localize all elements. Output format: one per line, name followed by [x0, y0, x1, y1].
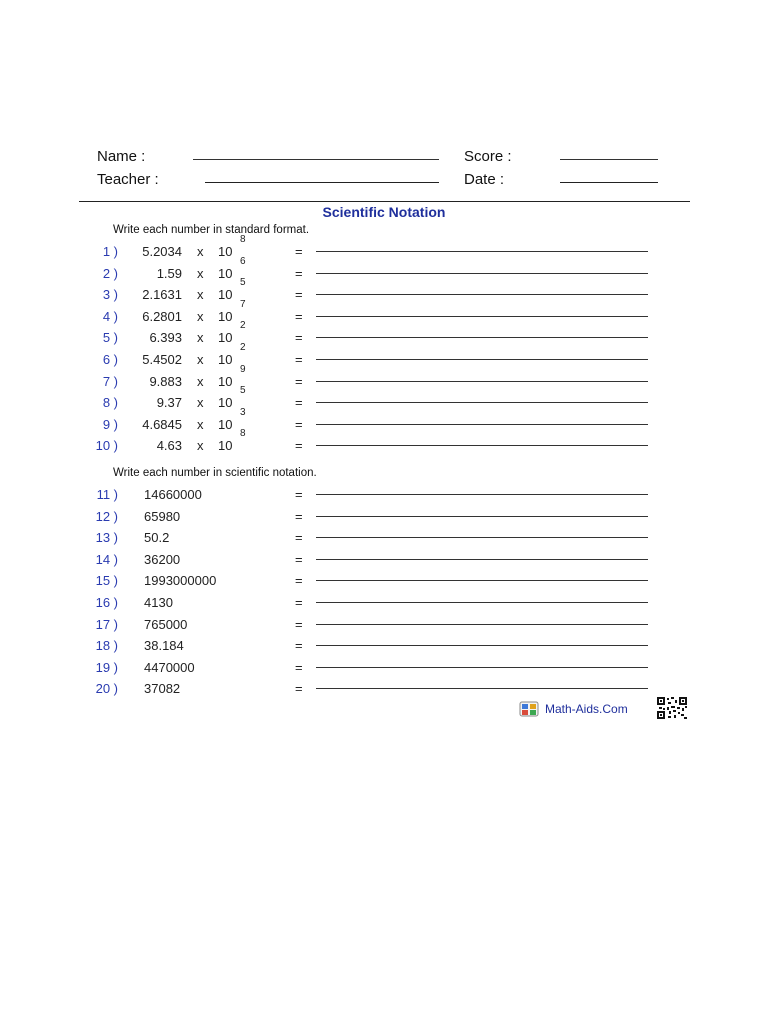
times-symbol: x	[197, 265, 204, 281]
problem-row	[0, 638, 768, 659]
problem-exponent: 2	[240, 320, 246, 332]
problem-number: 1 )	[102, 244, 118, 259]
problem-value: 4470000	[144, 659, 195, 675]
problem-number: 2 )	[102, 265, 118, 281]
footer-site-name[interactable]: Math-Aids.Com	[545, 702, 628, 716]
worksheet-title: Scientific Notation	[322, 204, 446, 220]
name-field[interactable]	[193, 159, 439, 160]
problem-number: 15 )	[95, 573, 118, 589]
problem-coefficient: 4.6845	[142, 416, 182, 432]
times-symbol: x	[197, 287, 204, 303]
answer-line[interactable]	[316, 537, 648, 538]
times-symbol: x	[197, 373, 204, 389]
base-ten: 10	[218, 330, 233, 346]
answer-line[interactable]	[316, 445, 648, 446]
problem-number: 4 )	[102, 308, 118, 324]
problem-row	[0, 277, 768, 308]
equals-sign: =	[295, 616, 303, 632]
problem-row	[0, 573, 768, 594]
times-symbol: x	[197, 244, 204, 259]
problem-number: 3 )	[102, 287, 118, 303]
problem-number: 5 )	[102, 330, 118, 346]
problem-row	[0, 617, 768, 638]
base-ten: 10	[218, 373, 233, 389]
problem-row	[0, 552, 768, 573]
problem-coefficient: 9.883	[149, 373, 182, 389]
problem-number: 16 )	[95, 595, 118, 610]
problem-exponent: 9	[240, 363, 246, 375]
problem-value: 38.184	[144, 638, 184, 654]
problem-number: 8 )	[102, 395, 118, 411]
times-symbol: x	[197, 395, 204, 411]
math-aids-logo-icon	[519, 701, 539, 717]
answer-line[interactable]	[316, 294, 648, 295]
score-field[interactable]	[560, 159, 658, 160]
score-label: Score :	[464, 148, 512, 165]
teacher-field[interactable]	[205, 182, 439, 183]
problem-row	[0, 255, 768, 287]
problem-row	[0, 487, 768, 508]
equals-sign: =	[295, 487, 303, 502]
section1-instruction: Write each number in standard format.	[113, 224, 310, 236]
problem-coefficient: 6.393	[149, 330, 182, 346]
problem-row	[0, 660, 768, 681]
answer-line[interactable]	[316, 688, 648, 689]
problem-coefficient: 4.63	[156, 438, 182, 454]
problem-exponent: 7	[240, 298, 246, 310]
problem-value: 50.2	[144, 530, 170, 546]
problem-number: 19 )	[95, 659, 118, 675]
base-ten: 10	[218, 265, 233, 281]
problem-number: 17 )	[95, 616, 118, 632]
answer-line[interactable]	[316, 402, 648, 403]
times-symbol: x	[197, 416, 204, 432]
equals-sign: =	[295, 395, 303, 411]
problem-coefficient: 2.1631	[142, 287, 182, 303]
problem-coefficient: 5.2034	[142, 244, 182, 259]
problem-number: 18 )	[95, 638, 118, 654]
problem-value: 4130	[144, 595, 173, 610]
problem-value: 37082	[144, 681, 181, 697]
problem-row	[0, 234, 768, 265]
problem-coefficient: 1.59	[156, 265, 182, 281]
equals-sign: =	[295, 530, 303, 546]
times-symbol: x	[197, 352, 204, 367]
equals-sign: =	[295, 352, 303, 367]
answer-line[interactable]	[316, 381, 648, 382]
problem-number: 10 )	[95, 438, 118, 454]
answer-line[interactable]	[316, 645, 648, 646]
teacher-label: Teacher :	[97, 171, 159, 188]
base-ten: 10	[218, 308, 233, 324]
date-field[interactable]	[560, 182, 658, 183]
header-divider	[79, 201, 690, 202]
answer-line[interactable]	[316, 424, 648, 425]
answer-line[interactable]	[316, 602, 648, 603]
equals-sign: =	[295, 508, 303, 524]
base-ten: 10	[218, 416, 233, 432]
equals-sign: =	[295, 373, 303, 389]
date-label: Date :	[464, 171, 505, 188]
problem-row	[0, 509, 768, 530]
problem-exponent: 8	[240, 428, 246, 440]
problem-number: 11 )	[96, 487, 118, 502]
equals-sign: =	[295, 308, 303, 324]
problem-coefficient: 5.4502	[142, 352, 182, 367]
equals-sign: =	[295, 244, 303, 259]
equals-sign: =	[295, 438, 303, 454]
problem-row	[0, 342, 768, 373]
base-ten: 10	[218, 395, 233, 411]
problem-number: 6 )	[102, 352, 118, 367]
equals-sign: =	[295, 573, 303, 589]
equals-sign: =	[295, 638, 303, 654]
answer-line[interactable]	[316, 516, 648, 517]
section2-instruction: Write each number in scientific notation.	[113, 467, 317, 479]
answer-line[interactable]	[316, 494, 648, 495]
problem-value: 14660000	[144, 487, 202, 502]
problem-exponent: 3	[240, 406, 246, 418]
base-ten: 10	[218, 287, 233, 303]
problem-number: 20 )	[95, 681, 118, 697]
answer-line[interactable]	[316, 580, 648, 581]
problem-number: 13 )	[95, 530, 118, 546]
answer-line[interactable]	[316, 316, 648, 317]
times-symbol: x	[197, 308, 204, 324]
answer-line[interactable]	[316, 359, 648, 360]
problem-row	[0, 320, 768, 351]
problem-exponent: 2	[240, 342, 246, 353]
problem-coefficient: 6.2801	[142, 308, 182, 324]
answer-line[interactable]	[316, 273, 648, 274]
problem-row	[0, 681, 768, 702]
answer-line[interactable]	[316, 559, 648, 560]
base-ten: 10	[218, 352, 233, 367]
problem-exponent: 6	[240, 255, 246, 267]
equals-sign: =	[295, 659, 303, 675]
problem-row	[0, 530, 768, 551]
problem-row	[0, 298, 768, 330]
problem-value: 1993000000	[144, 573, 217, 589]
problem-coefficient: 9.37	[156, 395, 182, 411]
problem-value: 65980	[144, 508, 181, 524]
problem-value: 765000	[144, 616, 188, 632]
equals-sign: =	[295, 595, 303, 610]
times-symbol: x	[197, 330, 204, 346]
equals-sign: =	[295, 681, 303, 697]
equals-sign: =	[295, 330, 303, 346]
problem-exponent: 5	[240, 385, 246, 397]
problem-row	[0, 385, 768, 416]
equals-sign: =	[295, 265, 303, 281]
problem-number: 7 )	[102, 373, 118, 389]
problem-row	[0, 406, 768, 438]
problem-exponent: 8	[240, 234, 246, 245]
answer-line[interactable]	[316, 667, 648, 668]
base-ten: 10	[218, 244, 233, 259]
answer-line[interactable]	[316, 624, 648, 625]
problem-value: 36200	[144, 551, 181, 567]
problem-exponent: 5	[240, 277, 246, 289]
problem-number: 9 )	[102, 416, 118, 432]
problem-number: 12 )	[95, 508, 118, 524]
answer-line[interactable]	[316, 337, 648, 338]
qr-code-icon	[656, 696, 688, 720]
equals-sign: =	[295, 551, 303, 567]
answer-line[interactable]	[316, 251, 648, 252]
problem-row	[0, 363, 768, 395]
equals-sign: =	[295, 416, 303, 432]
problem-row	[0, 595, 768, 616]
name-label: Name :	[97, 148, 146, 165]
problem-row	[0, 428, 768, 459]
equals-sign: =	[295, 287, 303, 303]
problem-number: 14 )	[95, 551, 118, 567]
base-ten: 10	[218, 438, 233, 454]
times-symbol: x	[197, 438, 204, 454]
